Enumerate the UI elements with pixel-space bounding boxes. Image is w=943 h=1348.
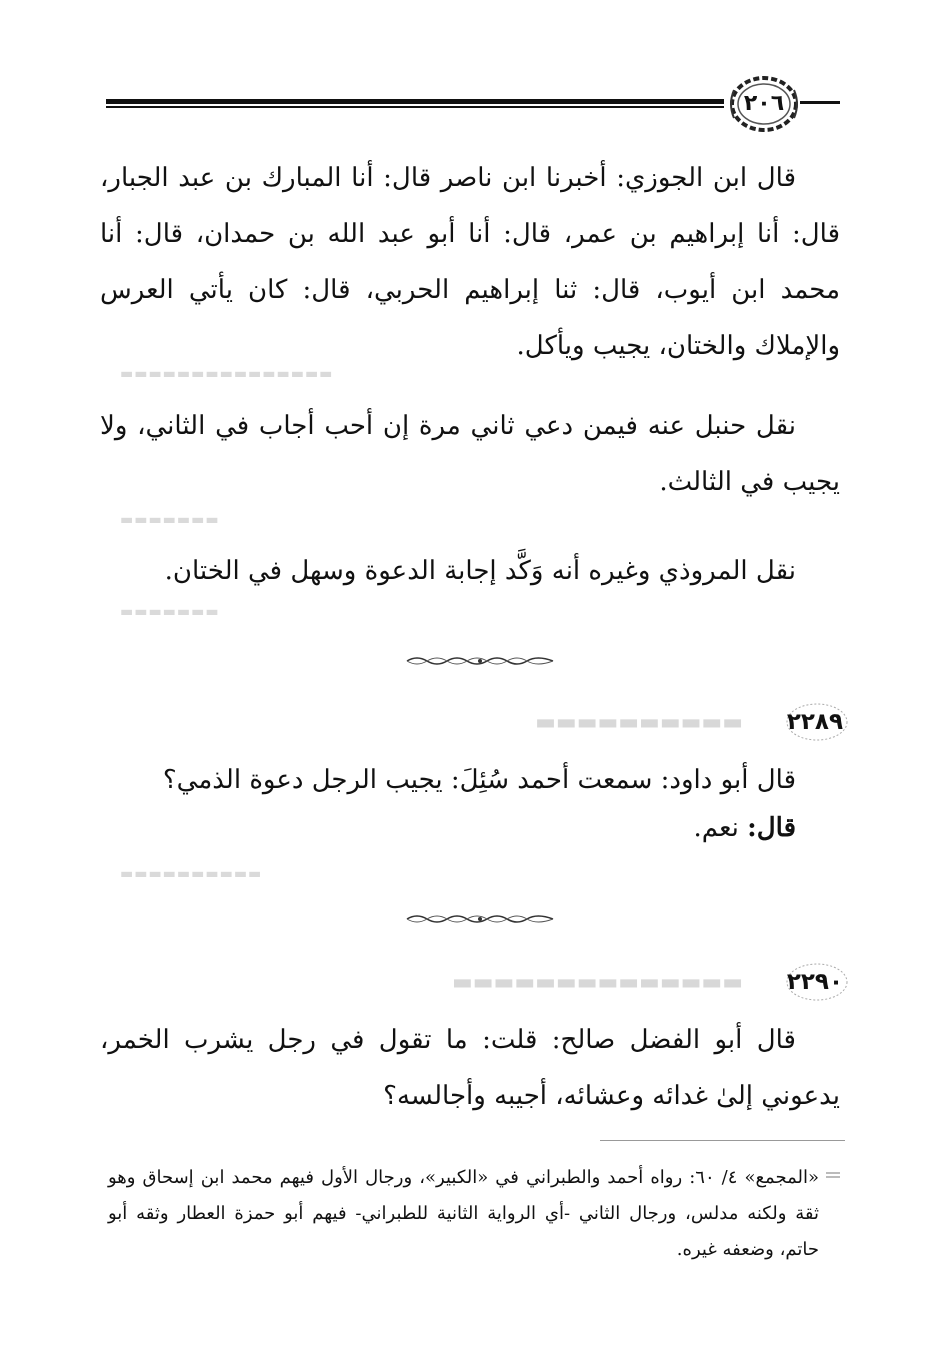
page-number-frame xyxy=(724,72,804,136)
faded-reference: ▬▬▬▬▬▬▬▬▬▬ xyxy=(120,866,263,882)
separator-ornament-icon xyxy=(405,913,555,925)
footnote-text: «المجمع» ٤/ ٦٠: رواه أحمد والطبراني في «الكبير»، ورجال الأول فيهم محمد ابن إسحاق وهو ثقة ولكنه مدلس، ورجال الثاني -أي الرواية الثانية للطبراني- فيهم أبو حمزة العطار وثقه أبو حاتم، وضعفه غيره. xyxy=(108,1167,819,1260)
faded-reference: ▬▬▬▬▬▬▬ xyxy=(120,512,220,528)
section-2290-text: قال أبو الفضل صالح: قلت: ما تقول في رجل يشرب الخمر، يدعوني إلىٰ غدائه وعشائه، أجيبه وأجالسه؟ xyxy=(100,1025,840,1111)
footnote-rule xyxy=(600,1140,845,1141)
faded-reference: ▬▬▬▬▬▬▬▬▬▬▬▬▬▬▬ xyxy=(120,366,334,382)
section-number: ٢٢٨٩ xyxy=(786,709,843,735)
section-2289-answer xyxy=(100,800,840,856)
separator-ornament-icon xyxy=(405,655,555,667)
header-rule-tail xyxy=(800,101,840,104)
paragraph-marwazi: نقل المروذي وغيره أنه وَكَّد إجابة الدعوة وسهل في الختان. xyxy=(164,556,796,586)
section-title-faded: ▬▬▬▬▬▬▬▬▬▬ xyxy=(535,710,743,735)
section-header-2289 xyxy=(103,702,843,742)
page-header xyxy=(100,72,840,136)
page-number: ٢٠٦ xyxy=(743,91,785,116)
section-header-2290 xyxy=(103,962,843,1002)
paragraph-ibn-al-jawzi: قال ابن الجوزي: أخبرنا ابن ناصر قال: أنا المبارك بن عبد الجبار، قال: أنا إبراهيم بن عمر، قال: أنا أبو عبد الله بن حمدان، قال: أنا محمد ابن أيوب، قال: ثنا إبراهيم الحربي، قال: كان يأتي العرس والإملاك والختان، يجيب ويأكل. xyxy=(100,163,840,361)
section-number: ٢٢٩٠ xyxy=(786,969,843,995)
faded-reference: ▬▬▬▬▬▬▬ xyxy=(120,604,220,620)
answer-label: قال: xyxy=(747,813,796,843)
section-title-faded: ▬▬▬▬▬▬▬▬▬▬▬▬▬▬ xyxy=(451,970,743,995)
section-2289-question: قال أبو داود: سمعت أحمد سُئِلَ: يجيب الرجل دعوة الذمي؟ xyxy=(162,765,796,795)
answer-text: نعم. xyxy=(693,813,739,843)
paragraph-hanbal: نقل حنبل عنه فيمن دعي ثاني مرة إن أحب أجاب في الثاني، ولا يجيب في الثالث. xyxy=(100,411,840,497)
header-rule xyxy=(106,99,724,108)
